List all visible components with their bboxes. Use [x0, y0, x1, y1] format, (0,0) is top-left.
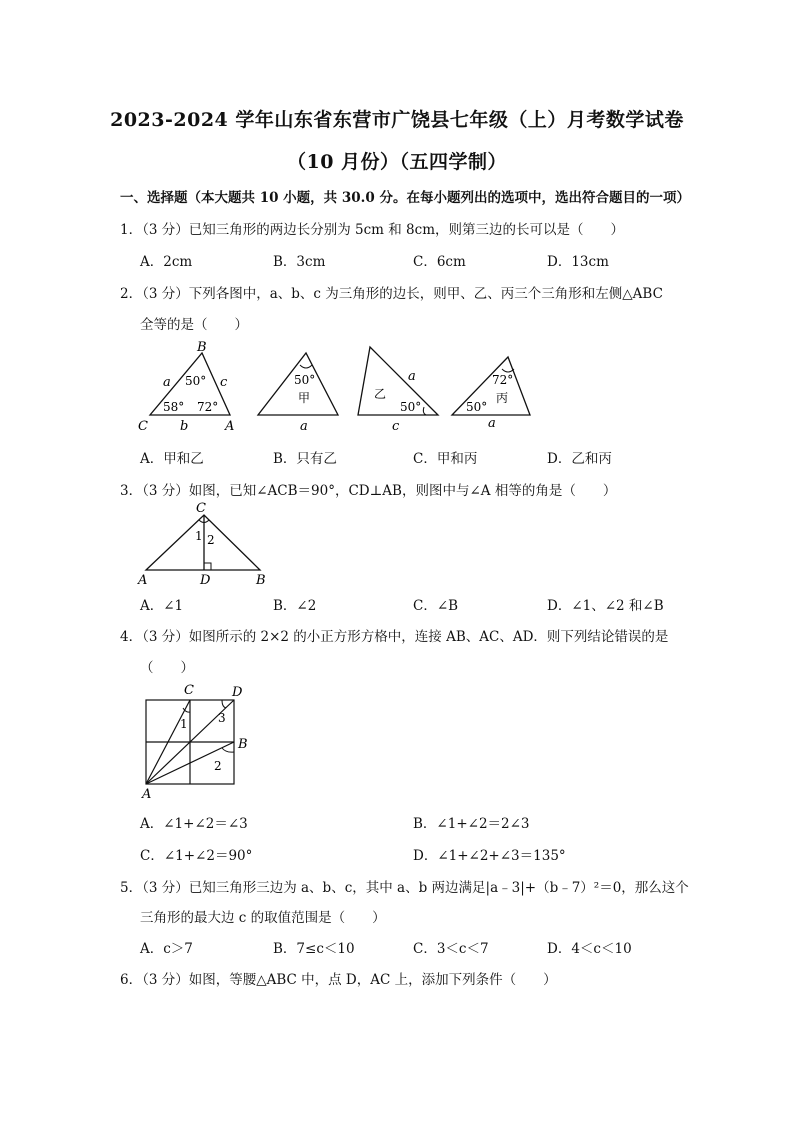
- q4-angle-1: 1: [180, 717, 188, 731]
- tri0-angle-c: 58°: [163, 400, 185, 414]
- q4-label-a: A: [142, 787, 152, 800]
- q2-stem-line2: 全等的是（ ）: [140, 317, 248, 333]
- tri3-angle1: 72°: [492, 373, 514, 387]
- tri1-side: a: [300, 419, 308, 434]
- tri0-angle-b: 50°: [185, 374, 207, 388]
- q3-option-c: C．∠B: [413, 598, 459, 614]
- q2-option-c: C．甲和丙: [413, 451, 478, 467]
- q4-figure: [136, 680, 266, 800]
- q3-stem: 3．（3 分）如图，已知∠ACB＝90°，CD⊥AB，则图中与∠A 相等的角是（ ）: [120, 483, 617, 499]
- q3-angle-1: 1: [195, 529, 203, 543]
- q2-option-d: D．乙和丙: [547, 451, 612, 467]
- triangle-yi: [358, 347, 438, 415]
- q4-angle-2: 2: [214, 759, 222, 773]
- q5-option-c: C．3＜c＜7: [413, 941, 489, 957]
- q1-option-c: C．6cm: [413, 254, 466, 270]
- tri0-label-c: C: [138, 419, 148, 434]
- q4-option-c: C．∠1+∠2＝90°: [140, 848, 253, 864]
- tri2-side-a: a: [408, 369, 416, 384]
- q3-right-angle-mark: [204, 563, 211, 570]
- tri0-side-c: c: [220, 375, 228, 390]
- q6-stem: 6．（3 分）如图，等腰△ABC 中，点 D，AC 上，添加下列条件（ ）: [120, 972, 557, 988]
- q1-stem: 1．（3 分）已知三角形的两边长分别为 5cm 和 8cm，则第三边的长可以是（ ）: [120, 222, 624, 238]
- q2-stem-line1: 2．（3 分）下列各图中，a、b、c 为三角形的边长，则甲、乙、丙三个三角形和左侧△ABC: [120, 286, 663, 302]
- tri3-name: 丙: [496, 391, 509, 405]
- q3-label-c: C: [196, 501, 206, 516]
- q4-label-c: C: [184, 683, 194, 698]
- q4-option-b: B．∠1+∠2＝2∠3: [413, 816, 530, 832]
- q4-option-a: A．∠1+∠2＝∠3: [140, 816, 248, 832]
- q3-label-a: A: [138, 573, 148, 588]
- tri1-angle-arc: [300, 365, 312, 368]
- q4-label-b: B: [238, 737, 248, 752]
- section-heading: 一、选择题（本大题共 10 小题，共 30.0 分。在每小题列出的选项中，选出符合题目的一项）: [120, 190, 690, 206]
- q4-arc-2: [222, 748, 234, 752]
- triangle-bing: [452, 357, 530, 415]
- q1-option-d: D．13cm: [547, 254, 609, 270]
- q3-figure: [136, 500, 276, 588]
- q4-stem-line2: （ ）: [140, 660, 194, 676]
- q4-angle-3: 3: [218, 711, 226, 725]
- q2-option-b: B．只有乙: [273, 451, 337, 467]
- q4-option-d: D．∠1+∠2+∠3＝135°: [413, 848, 566, 864]
- tri2-side-c: c: [392, 419, 400, 434]
- exam-title-line1: 2023-2024 学年山东省东营市广饶县七年级（上）月考数学试卷: [110, 109, 684, 131]
- tri0-side-b: b: [180, 419, 189, 434]
- q5-option-b: B．7≤c＜10: [273, 941, 355, 957]
- q3-label-d: D: [200, 573, 211, 588]
- q3-option-d: D．∠1、∠2 和∠B: [547, 598, 664, 614]
- q5-option-d: D．4＜c＜10: [547, 941, 632, 957]
- tri1-angle: 50°: [294, 373, 316, 387]
- tri2-name: 乙: [374, 387, 387, 401]
- q4-arc-3: [222, 700, 226, 708]
- exam-title-line2: （10 月份）（五四学制）: [286, 151, 508, 173]
- tri1-name: 甲: [298, 391, 311, 405]
- q3-triangle: [146, 515, 260, 570]
- q1-option-a: A．2cm: [140, 254, 193, 270]
- q5-option-a: A．c＞7: [140, 941, 193, 957]
- q2-figure: [130, 335, 690, 440]
- q2-option-a: A．甲和乙: [140, 451, 204, 467]
- q3-option-a: A．∠1: [140, 598, 184, 614]
- q5-stem-line1: 5．（3 分）已知三角形三边为 a、b、c，其中 a、b 两边满足|a﹣3|+（b﹣7）²＝0，那么这个: [120, 880, 689, 896]
- tri2-angle: 50°: [400, 400, 422, 414]
- tri0-label-a: A: [225, 419, 235, 434]
- tri2-angle-arc: [423, 407, 426, 415]
- q3-angle-2: 2: [207, 533, 215, 547]
- tri3-angle2: 50°: [466, 400, 488, 414]
- tri0-side-a: a: [163, 375, 171, 390]
- tri3-side: a: [488, 416, 496, 431]
- q4-label-d: D: [232, 685, 243, 700]
- q3-option-b: B．∠2: [273, 598, 317, 614]
- q4-stem-line1: 4．（3 分）如图所示的 2×2 的小正方形方格中，连接 AB、AC、AD．则下列结论错误的是: [120, 629, 669, 645]
- tri0-angle-a: 72°: [197, 400, 219, 414]
- tri0-label-b: B: [197, 340, 207, 355]
- q5-stem-line2: 三角形的最大边 c 的取值范围是（ ）: [140, 910, 386, 926]
- q1-option-b: B．3cm: [273, 254, 326, 270]
- q3-label-b: B: [256, 573, 266, 588]
